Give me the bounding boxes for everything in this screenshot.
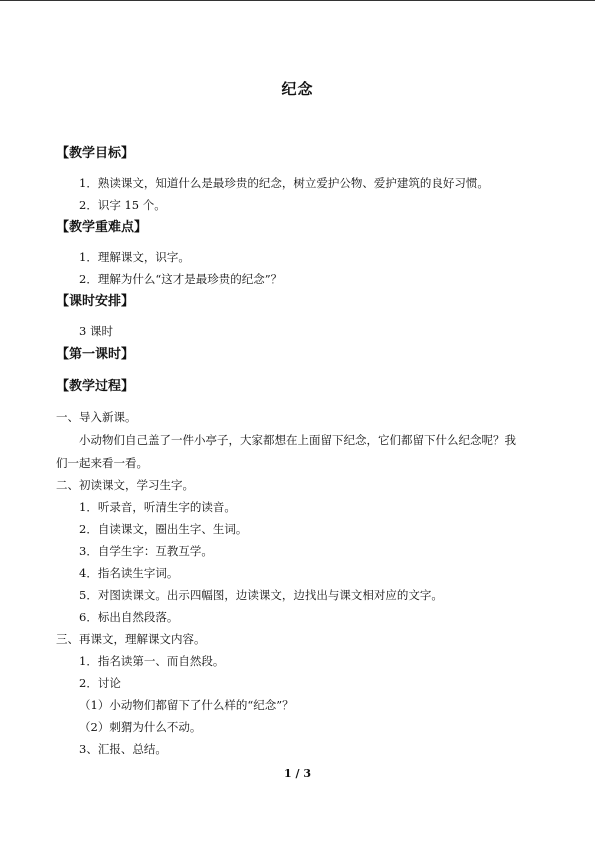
section-heading-goals: 【教学目标】 xyxy=(56,146,135,161)
process-line: （1）小动物们都留下了什么样的“纪念”？ xyxy=(79,698,294,712)
section-heading-process: 【教学过程】 xyxy=(56,379,135,394)
section-heading-first-lesson: 【第一课时】 xyxy=(56,347,135,362)
process-line: 三、再课文，理解课文内容。 xyxy=(56,632,206,646)
process-line: 3、汇报、总结。 xyxy=(79,742,167,756)
key-point-item-2: 2．理解为什么“这才是最珍贵的纪念”？ xyxy=(79,272,283,286)
process-line: 1．听录音，听清生字的读音。 xyxy=(79,500,236,514)
process-line: （2）刺猬为什么不动。 xyxy=(79,720,202,734)
process-line: 1．指名读第一、而自然段。 xyxy=(79,654,225,668)
process-line: 4．指名读生字词。 xyxy=(79,566,179,580)
section-heading-key-points: 【教学重难点】 xyxy=(56,220,148,235)
process-line: 5．对图读课文。出示四幅图，边读课文，边找出与课文相对应的文字。 xyxy=(79,588,443,602)
process-line: 小动物们自己盖了一件小亭子，大家都想在上面留下纪念，它们都留下什么纪念呢？我 xyxy=(79,433,516,447)
goal-item-2: 2．识字 15 个。 xyxy=(79,198,166,212)
process-line: 一、导入新课。 xyxy=(56,410,137,424)
document-title: 纪念 xyxy=(281,80,314,98)
process-line: 二、初读课文，学习生字。 xyxy=(56,478,194,492)
process-line: 3．自学生字：互教互学。 xyxy=(79,544,213,558)
process-line: 2．自读课文，圈出生字、生词。 xyxy=(79,522,248,536)
process-line: 2．讨论 xyxy=(79,676,121,690)
goal-item-1: 1．熟读课文，知道什么是最珍贵的纪念，树立爱护公物、爱护建筑的良好习惯。 xyxy=(79,176,489,190)
process-line: 6．标出自然段落。 xyxy=(79,610,179,624)
schedule-text: 3 课时 xyxy=(79,324,113,338)
section-heading-schedule: 【课时安排】 xyxy=(56,294,135,309)
page-number: 1 / 3 xyxy=(284,767,311,780)
process-line: 们一起来看一看。 xyxy=(56,456,148,470)
key-point-item-1: 1．理解课文，识字。 xyxy=(79,250,190,264)
